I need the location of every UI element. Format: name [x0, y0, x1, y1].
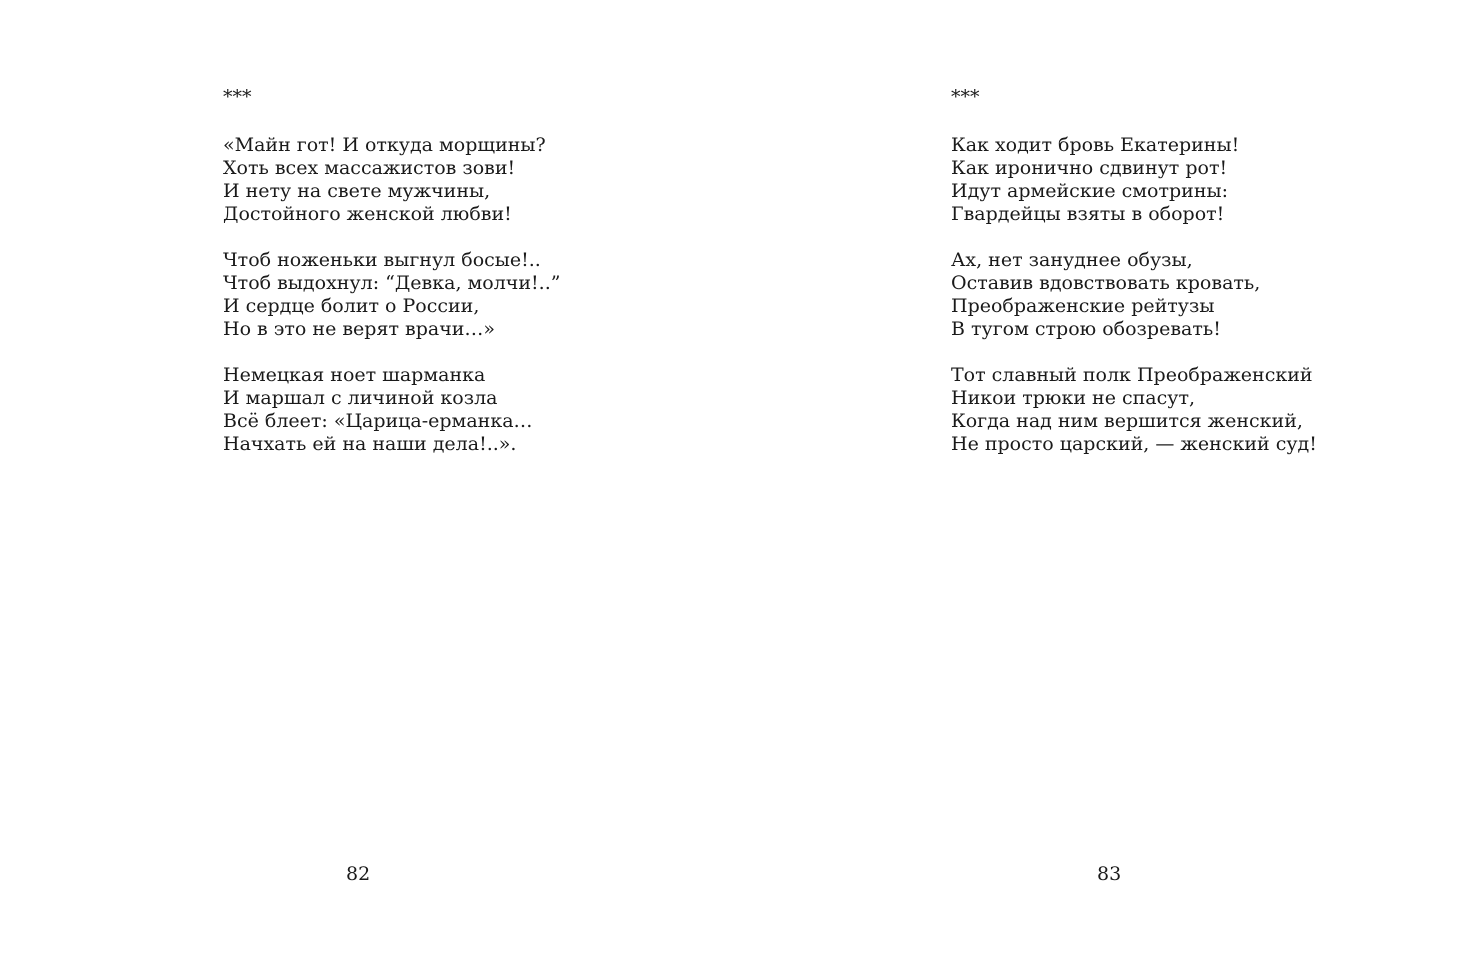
verse-line: Оставив вдовствовать кровать, — [951, 272, 1261, 294]
verse-line: Ах, нет зануднее обузы, — [951, 249, 1193, 271]
verse-line: Всё блеет: «Царица-ерманка… — [223, 410, 533, 432]
stanza — [951, 134, 1317, 226]
stanza — [223, 364, 560, 456]
verse-line: Не просто царский, — женский суд! — [951, 433, 1317, 455]
verse-line: И маршал с личиной козла — [223, 387, 498, 409]
verse-line: Гвардейцы взяты в оборот! — [951, 203, 1225, 225]
page-number-right: 83 — [1097, 863, 1122, 885]
verse-line: Идут армейские смотрины: — [951, 180, 1229, 202]
right-page — [739, 0, 1477, 975]
verse-line: Никои трюки не спасут, — [951, 387, 1195, 409]
verse-line: Чтоб ноженьки выгнул босые!.. — [223, 249, 541, 271]
stanza — [951, 364, 1317, 456]
left-page — [0, 0, 738, 975]
verse-line: Хоть всех массажистов зови! — [223, 157, 516, 179]
stanza — [951, 249, 1317, 341]
poem-separator: *** — [951, 86, 980, 108]
poem-left — [223, 86, 560, 479]
verse-line: Когда над ним вершится женский, — [951, 410, 1303, 432]
verse-line: Немецкая ноет шарманка — [223, 364, 486, 386]
verse-line: Как ходит бровь Екатерины! — [951, 134, 1240, 156]
stanza — [223, 249, 560, 341]
poem-right — [951, 86, 1317, 479]
verse-line: Преображенские рейтузы — [951, 295, 1215, 317]
page-number-left: 82 — [346, 863, 371, 885]
verse-line: В тугом строю обозревать! — [951, 318, 1221, 340]
verse-line: Чтоб выдохнул: “Девка, молчи!..” — [223, 272, 561, 294]
verse-line: И сердце болит о России, — [223, 295, 480, 317]
verse-line: Достойного женской любви! — [223, 203, 512, 225]
verse-line: Тот славный полк Преображенский — [951, 364, 1313, 386]
stanza — [223, 134, 560, 226]
verse-line: «Майн гот! И откуда морщины? — [223, 134, 546, 156]
poem-separator: *** — [223, 86, 252, 108]
verse-line: Начхать ей на наши дела!..». — [223, 433, 517, 455]
verse-line: Но в это не верят врачи…» — [223, 318, 496, 340]
verse-line: И нету на свете мужчины, — [223, 180, 491, 202]
verse-line: Как иронично сдвинут рот! — [951, 157, 1228, 179]
